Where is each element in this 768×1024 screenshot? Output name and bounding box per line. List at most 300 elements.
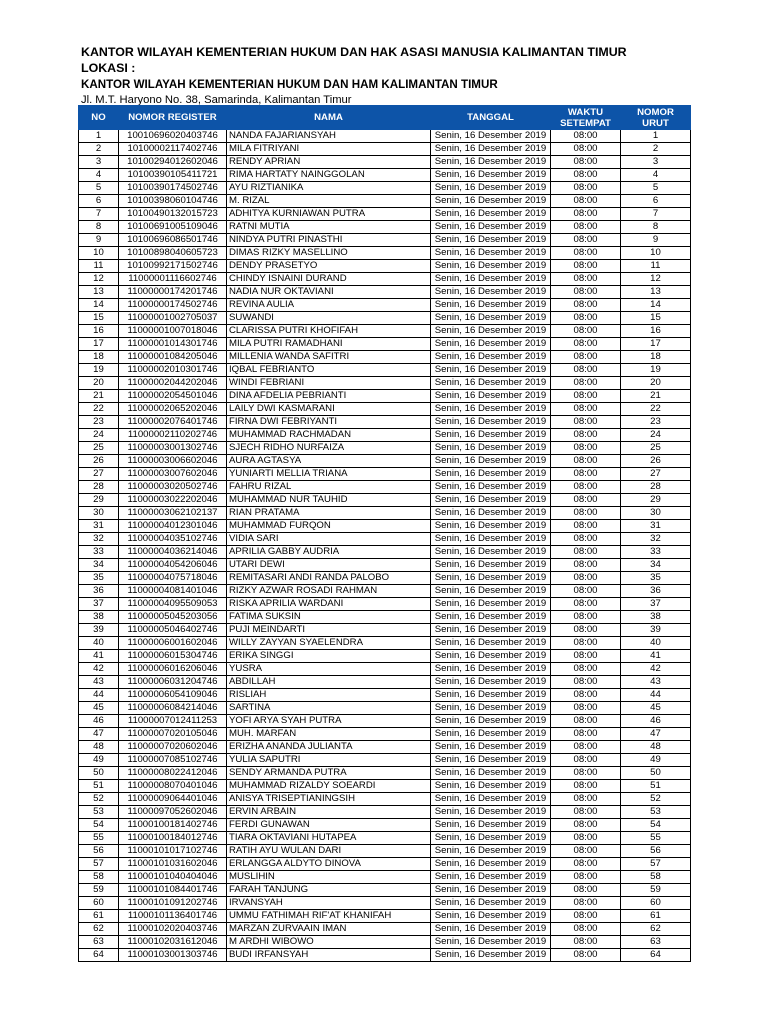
cell-register: 10100691005109046 [119,221,227,234]
cell-register: 11000101031602046 [119,858,227,871]
table-row [79,494,691,507]
cell-urut: 29 [621,494,691,507]
cell-waktu: 08:00 [551,520,621,533]
table-row [79,806,691,819]
cell-register: 11000001002705037 [119,312,227,325]
cell-no: 29 [79,494,119,507]
cell-urut: 20 [621,377,691,390]
cell-urut: 1 [621,130,691,143]
cell-tanggal: Senin, 16 Desember 2019 [431,598,551,611]
cell-waktu: 08:00 [551,663,621,676]
cell-nama: REMITASARI ANDI RANDA PALOBO [227,572,431,585]
table-row [79,650,691,663]
cell-tanggal: Senin, 16 Desember 2019 [431,780,551,793]
table-row [79,195,691,208]
cell-register: 11000001014301746 [119,338,227,351]
cell-tanggal: Senin, 16 Desember 2019 [431,585,551,598]
table-row [79,520,691,533]
cell-urut: 42 [621,663,691,676]
cell-tanggal: Senin, 16 Desember 2019 [431,468,551,481]
cell-waktu: 08:00 [551,650,621,663]
cell-urut: 8 [621,221,691,234]
cell-register: 11000004036214046 [119,546,227,559]
cell-register: 11000101017102746 [119,845,227,858]
cell-register: 10100390105411721 [119,169,227,182]
cell-tanggal: Senin, 16 Desember 2019 [431,494,551,507]
cell-tanggal: Senin, 16 Desember 2019 [431,793,551,806]
cell-no: 58 [79,871,119,884]
cell-waktu: 08:00 [551,572,621,585]
cell-tanggal: Senin, 16 Desember 2019 [431,858,551,871]
cell-nama: NADIA NUR OKTAVIANI [227,286,431,299]
table-row [79,871,691,884]
cell-urut: 7 [621,208,691,221]
cell-tanggal: Senin, 16 Desember 2019 [431,949,551,962]
cell-waktu: 08:00 [551,182,621,195]
cell-no: 32 [79,533,119,546]
table-row [79,780,691,793]
cell-register: 11000101091202746 [119,897,227,910]
cell-waktu: 08:00 [551,156,621,169]
table-row [79,546,691,559]
cell-no: 44 [79,689,119,702]
cell-register: 11000101084401746 [119,884,227,897]
cell-register: 11000102020403746 [119,923,227,936]
cell-waktu: 08:00 [551,195,621,208]
table-row [79,741,691,754]
cell-urut: 62 [621,923,691,936]
cell-register: 10100398060104746 [119,195,227,208]
cell-urut: 21 [621,390,691,403]
cell-no: 63 [79,936,119,949]
table-row [79,221,691,234]
cell-nama: DINA AFDELIA PEBRIANTI [227,390,431,403]
cell-no: 13 [79,286,119,299]
cell-waktu: 08:00 [551,221,621,234]
cell-nama: ADHITYA KURNIAWAN PUTRA [227,208,431,221]
cell-waktu: 08:00 [551,832,621,845]
column-header-urut-line1: NOMOR [637,106,674,118]
cell-nama: M. RIZAL [227,195,431,208]
cell-tanggal: Senin, 16 Desember 2019 [431,650,551,663]
cell-nama: CLARISSA PUTRI KHOFIFAH [227,325,431,338]
cell-waktu: 08:00 [551,611,621,624]
cell-no: 39 [79,624,119,637]
cell-tanggal: Senin, 16 Desember 2019 [431,377,551,390]
cell-no: 46 [79,715,119,728]
cell-nama: IRVANSYAH [227,897,431,910]
cell-no: 19 [79,364,119,377]
cell-register: 11000006054109046 [119,689,227,702]
cell-waktu: 08:00 [551,741,621,754]
cell-urut: 34 [621,559,691,572]
table-row [79,338,691,351]
cell-register: 11000009064401046 [119,793,227,806]
cell-no: 4 [79,169,119,182]
cell-nama: PUJI MEINDARTI [227,624,431,637]
cell-urut: 14 [621,299,691,312]
cell-nama: MILA PUTRI RAMADHANI [227,338,431,351]
cell-no: 64 [79,949,119,962]
cell-urut: 13 [621,286,691,299]
cell-register: 10100898040605723 [119,247,227,260]
cell-urut: 52 [621,793,691,806]
cell-register: 11000102031612046 [119,936,227,949]
cell-urut: 35 [621,572,691,585]
cell-urut: 10 [621,247,691,260]
registration-table [78,105,691,962]
cell-urut: 26 [621,455,691,468]
cell-register: 11000007085102746 [119,754,227,767]
cell-waktu: 08:00 [551,598,621,611]
cell-register: 11000100181402746 [119,819,227,832]
cell-tanggal: Senin, 16 Desember 2019 [431,234,551,247]
cell-waktu: 08:00 [551,767,621,780]
cell-no: 14 [79,299,119,312]
cell-urut: 24 [621,429,691,442]
cell-register: 11000103001303746 [119,949,227,962]
cell-register: 10100294012602046 [119,156,227,169]
cell-tanggal: Senin, 16 Desember 2019 [431,533,551,546]
table-row [79,949,691,962]
table-row [79,364,691,377]
cell-waktu: 08:00 [551,702,621,715]
table-row [79,754,691,767]
cell-waktu: 08:00 [551,390,621,403]
cell-urut: 17 [621,338,691,351]
cell-register: 11000002010301746 [119,364,227,377]
table-row [79,936,691,949]
cell-tanggal: Senin, 16 Desember 2019 [431,208,551,221]
cell-no: 28 [79,481,119,494]
cell-register: 10100696086501746 [119,234,227,247]
cell-waktu: 08:00 [551,247,621,260]
cell-no: 53 [79,806,119,819]
cell-nama: TIARA OKTAVIANI HUTAPEA [227,832,431,845]
cell-waktu: 08:00 [551,468,621,481]
cell-waktu: 08:00 [551,845,621,858]
cell-tanggal: Senin, 16 Desember 2019 [431,767,551,780]
cell-urut: 30 [621,507,691,520]
cell-no: 50 [79,767,119,780]
cell-urut: 64 [621,949,691,962]
table-row [79,572,691,585]
cell-urut: 51 [621,780,691,793]
cell-no: 35 [79,572,119,585]
cell-waktu: 08:00 [551,819,621,832]
cell-urut: 32 [621,533,691,546]
cell-register: 11000004095509053 [119,598,227,611]
table-row [79,299,691,312]
cell-no: 41 [79,650,119,663]
cell-waktu: 08:00 [551,208,621,221]
cell-urut: 6 [621,195,691,208]
cell-waktu: 08:00 [551,793,621,806]
cell-nama: MUHAMMAD FURQON [227,520,431,533]
table-row [79,819,691,832]
cell-waktu: 08:00 [551,377,621,390]
table-row [79,429,691,442]
cell-waktu: 08:00 [551,494,621,507]
column-header-waktu-line2: SETEMPAT [560,117,611,129]
cell-urut: 12 [621,273,691,286]
cell-tanggal: Senin, 16 Desember 2019 [431,247,551,260]
cell-urut: 15 [621,312,691,325]
cell-nama: FAHRU RIZAL [227,481,431,494]
cell-register: 11000006031204746 [119,676,227,689]
cell-tanggal: Senin, 16 Desember 2019 [431,299,551,312]
cell-tanggal: Senin, 16 Desember 2019 [431,611,551,624]
cell-nama: SARTINA [227,702,431,715]
table-row [79,611,691,624]
cell-waktu: 08:00 [551,273,621,286]
cell-nama: NINDYA PUTRI PINASTHI [227,234,431,247]
cell-tanggal: Senin, 16 Desember 2019 [431,221,551,234]
table-row [79,715,691,728]
cell-nama: CHINDY ISNAINI DURAND [227,273,431,286]
cell-urut: 23 [621,416,691,429]
table-row [79,455,691,468]
cell-waktu: 08:00 [551,676,621,689]
table-row [79,585,691,598]
cell-nama: SUWANDI [227,312,431,325]
table-row [79,416,691,429]
cell-nama: ANISYA TRISEPTIANINGSIH [227,793,431,806]
table-row [79,689,691,702]
cell-register: 11000003062102137 [119,507,227,520]
cell-tanggal: Senin, 16 Desember 2019 [431,143,551,156]
cell-tanggal: Senin, 16 Desember 2019 [431,910,551,923]
cell-nama: DIMAS RIZKY MASELLINO [227,247,431,260]
cell-waktu: 08:00 [551,351,621,364]
cell-tanggal: Senin, 16 Desember 2019 [431,182,551,195]
cell-tanggal: Senin, 16 Desember 2019 [431,156,551,169]
table-row [79,897,691,910]
cell-waktu: 08:00 [551,364,621,377]
table-row [79,182,691,195]
cell-urut: 43 [621,676,691,689]
cell-register: 11000008070401046 [119,780,227,793]
cell-nama: FIRNA DWI FEBRIYANTI [227,416,431,429]
cell-nama: VIDIA SARI [227,533,431,546]
cell-register: 11000004054206046 [119,559,227,572]
cell-no: 23 [79,416,119,429]
table-row [79,559,691,572]
cell-waktu: 08:00 [551,546,621,559]
cell-nama: AURA AGTASYA [227,455,431,468]
cell-nama: RIZKY AZWAR ROSADI RAHMAN [227,585,431,598]
table-row [79,286,691,299]
cell-urut: 11 [621,260,691,273]
cell-tanggal: Senin, 16 Desember 2019 [431,390,551,403]
cell-no: 34 [79,559,119,572]
cell-no: 43 [79,676,119,689]
cell-tanggal: Senin, 16 Desember 2019 [431,325,551,338]
cell-nama: MARZAN ZURVAAIN IMAN [227,923,431,936]
table-row [79,702,691,715]
cell-urut: 31 [621,520,691,533]
cell-register: 10010696020403746 [119,130,227,143]
table-row [79,312,691,325]
cell-no: 9 [79,234,119,247]
cell-register: 11000008022412046 [119,767,227,780]
cell-nama: RATIH AYU WULAN DARI [227,845,431,858]
cell-no: 16 [79,325,119,338]
cell-register: 11000100184012746 [119,832,227,845]
cell-no: 15 [79,312,119,325]
table-row [79,676,691,689]
cell-waktu: 08:00 [551,338,621,351]
cell-waktu: 08:00 [551,299,621,312]
cell-waktu: 08:00 [551,169,621,182]
cell-no: 52 [79,793,119,806]
cell-urut: 41 [621,650,691,663]
cell-waktu: 08:00 [551,884,621,897]
cell-urut: 49 [621,754,691,767]
cell-tanggal: Senin, 16 Desember 2019 [431,741,551,754]
cell-no: 36 [79,585,119,598]
cell-waktu: 08:00 [551,949,621,962]
table-header-row [79,106,691,130]
cell-nama: MILA FITRIYANI [227,143,431,156]
cell-waktu: 08:00 [551,143,621,156]
cell-nama: WILLY ZAYYAN SYAELENDRA [227,637,431,650]
cell-register: 11000097052602046 [119,806,227,819]
cell-waktu: 08:00 [551,533,621,546]
cell-tanggal: Senin, 16 Desember 2019 [431,195,551,208]
table-row [79,663,691,676]
cell-urut: 58 [621,871,691,884]
cell-no: 2 [79,143,119,156]
cell-tanggal: Senin, 16 Desember 2019 [431,624,551,637]
cell-nama: FATIMA SUKSIN [227,611,431,624]
cell-register: 11000002110202746 [119,429,227,442]
table-row [79,910,691,923]
cell-urut: 56 [621,845,691,858]
table-row [79,234,691,247]
cell-no: 49 [79,754,119,767]
cell-no: 60 [79,897,119,910]
cell-register: 11000007020105046 [119,728,227,741]
cell-urut: 63 [621,936,691,949]
table-row [79,260,691,273]
cell-tanggal: Senin, 16 Desember 2019 [431,455,551,468]
table-row [79,351,691,364]
cell-nama: YOFI ARYA SYAH PUTRA [227,715,431,728]
cell-tanggal: Senin, 16 Desember 2019 [431,832,551,845]
cell-register: 11000101040404046 [119,871,227,884]
cell-urut: 47 [621,728,691,741]
cell-waktu: 08:00 [551,585,621,598]
cell-register: 10100002117402746 [119,143,227,156]
cell-no: 3 [79,156,119,169]
cell-tanggal: Senin, 16 Desember 2019 [431,546,551,559]
cell-no: 59 [79,884,119,897]
cell-register: 11000007012411253 [119,715,227,728]
table-row [79,533,691,546]
cell-register: 11000002065202046 [119,403,227,416]
cell-waktu: 08:00 [551,624,621,637]
cell-urut: 53 [621,806,691,819]
cell-tanggal: Senin, 16 Desember 2019 [431,364,551,377]
cell-tanggal: Senin, 16 Desember 2019 [431,273,551,286]
cell-nama: SENDY ARMANDA PUTRA [227,767,431,780]
cell-tanggal: Senin, 16 Desember 2019 [431,260,551,273]
cell-urut: 2 [621,143,691,156]
cell-tanggal: Senin, 16 Desember 2019 [431,520,551,533]
cell-urut: 39 [621,624,691,637]
cell-waktu: 08:00 [551,455,621,468]
table-row [79,156,691,169]
cell-urut: 48 [621,741,691,754]
cell-nama: UTARI DEWI [227,559,431,572]
cell-nama: DENDY PRASETYO [227,260,431,273]
cell-waktu: 08:00 [551,130,621,143]
table-row [79,884,691,897]
cell-tanggal: Senin, 16 Desember 2019 [431,715,551,728]
cell-urut: 4 [621,169,691,182]
table-row [79,247,691,260]
cell-no: 18 [79,351,119,364]
table-row [79,377,691,390]
office-address: Jl. M.T. Haryono No. 38, Samarinda, Kalimantan Timur [81,94,352,106]
table-row [79,923,691,936]
cell-nama: IQBAL FEBRIANTO [227,364,431,377]
cell-nama: UMMU FATHIMAH RIF'AT KHANIFAH [227,910,431,923]
cell-tanggal: Senin, 16 Desember 2019 [431,312,551,325]
cell-no: 5 [79,182,119,195]
cell-no: 51 [79,780,119,793]
cell-register: 11000003020502746 [119,481,227,494]
cell-register: 11000003022202046 [119,494,227,507]
cell-nama: WINDI FEBRIANI [227,377,431,390]
cell-waktu: 08:00 [551,429,621,442]
cell-nama: ABDILLAH [227,676,431,689]
document-title: KANTOR WILAYAH KEMENTERIAN HUKUM DAN HAK ASASI MANUSIA KALIMANTAN TIMUR [81,45,627,59]
cell-no: 21 [79,390,119,403]
cell-nama: MUHAMMAD NUR TAUHID [227,494,431,507]
cell-tanggal: Senin, 16 Desember 2019 [431,728,551,741]
cell-nama: BUDI IRFANSYAH [227,949,431,962]
table-row [79,130,691,143]
cell-tanggal: Senin, 16 Desember 2019 [431,806,551,819]
cell-no: 24 [79,429,119,442]
table-row [79,858,691,871]
cell-urut: 9 [621,234,691,247]
cell-nama: LAILY DWI KASMARANI [227,403,431,416]
cell-register: 11000001116602746 [119,273,227,286]
cell-urut: 37 [621,598,691,611]
table-row [79,208,691,221]
cell-nama: ERVIN ARBAIN [227,806,431,819]
cell-tanggal: Senin, 16 Desember 2019 [431,572,551,585]
cell-waktu: 08:00 [551,325,621,338]
cell-tanggal: Senin, 16 Desember 2019 [431,845,551,858]
cell-register: 11000002044202046 [119,377,227,390]
cell-waktu: 08:00 [551,754,621,767]
cell-urut: 19 [621,364,691,377]
cell-nama: ERIZHA ANANDA JULIANTA [227,741,431,754]
cell-urut: 28 [621,481,691,494]
cell-no: 48 [79,741,119,754]
cell-waktu: 08:00 [551,559,621,572]
cell-tanggal: Senin, 16 Desember 2019 [431,338,551,351]
cell-urut: 45 [621,702,691,715]
cell-nama: MUSLIHIN [227,871,431,884]
cell-no: 11 [79,260,119,273]
cell-nama: FERDI GUNAWAN [227,819,431,832]
table-row [79,598,691,611]
